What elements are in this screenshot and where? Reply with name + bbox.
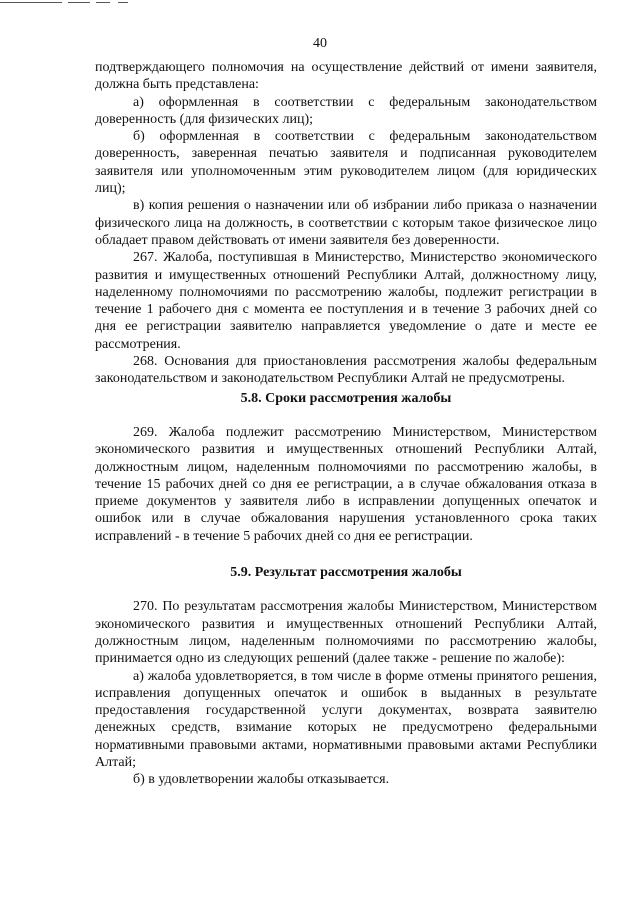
spacer [95,407,597,424]
scan-edge-mark [96,2,110,3]
section-heading-5-9: 5.9. Результат рассмотрения жалобы [230,565,462,581]
list-item-270a: а) жалоба удовлетворяется, в том числе в форме отмены принятого решения, исправления допущенных опечаток и ошибок в выданных в результате предоставления государственной услуги документах, возврата заявителю денежных средств, взимание которых не предусмотрено федеральными нормативными правовыми актами, нормативными правовыми актами Республики Алтай; [95,668,597,770]
spacer [95,545,597,562]
list-item-a: а) оформленная в соответствии с федеральным законодательством доверенность (для физических лиц); [95,94,597,127]
paragraph-continuation: подтверждающего полномочия на осуществление действий от имени заявителя, должна быть представлена: [95,60,597,93]
scan-edge-mark [68,2,90,3]
list-item-270b: б) в удовлетворении жалобы отказывается. [133,772,390,788]
spacer [95,581,597,598]
page-number: 40 [313,36,327,51]
scan-edge-mark [0,2,62,3]
list-item-b: б) оформленная в соответствии с федеральным законодательством доверенность, заверенная печатью заявителя и подписанная руководителем заявителя или уполномоченным этим руководителем лицом (для юридических лиц); [95,129,597,197]
paragraph-268: 268. Основания для приостановления рассмотрения жалобы федеральным законодательством и законодательством Республики Алтай не предусмотрены. [95,354,597,387]
document-body [95,59,597,789]
paragraph-269: 269. Жалоба подлежит рассмотрению Министерством, Министерством экономического развития и имущественных отношений Республики Алтай, должностным лицом, наделенным полномочиями по рассмотрению жалобы, в течение 15 рабочих дней со дня ее регистрации, а в случае обжалования отказа в приеме документов у заявителя либо в исправлении допущенных опечаток и ошибок или в случае обжалования нарушения установленного срока таких исправлений - в течение 5 рабочих дней со дня ее регистрации. [95,424,597,544]
scan-edge-mark [118,2,128,3]
paragraph-267: 267. Жалоба, поступившая в Министерство, Министерство экономического развития и имущественных отношений Республики Алтай, должностному лицу, наделенному полномочиями по рассмотрению жалобы, подлежит регистрации в течение 1 рабочего дня с момента ее поступления и в течение 3 рабочих дней со дня ее регистрации заявителю направляется уведомление о дате и месте ее рассмотрения. [95,250,597,352]
section-heading-5-8: 5.8. Сроки рассмотрения жалобы [240,390,452,406]
paragraph-270: 270. По результатам рассмотрения жалобы Министерством, Министерством экономического развития и имущественных отношений Республики Алтай, должностным лицом, наделенным полномочиями по рассмотрению жалобы, принимается одно из следующих решений (далее также - решение по жалобе): [95,599,597,667]
list-item-c: в) копия решения о назначении или об избрании либо приказа о назначении физического лица на должность, в соответствии с которым такое физическое лицо обладает правом действовать от имени заявителя без доверенности. [95,198,597,248]
